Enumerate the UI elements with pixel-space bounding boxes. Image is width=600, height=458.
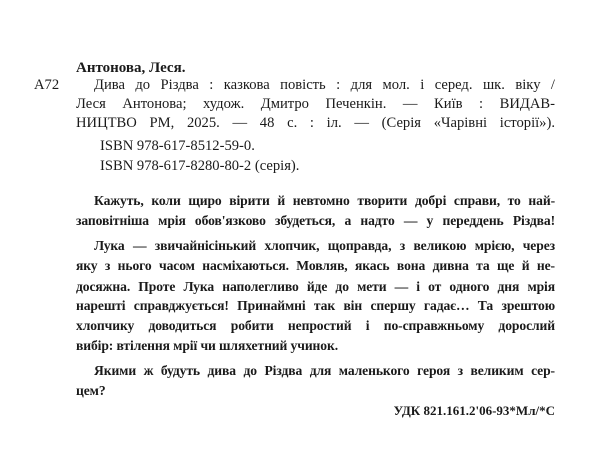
annotation-line: яку з нього часом насміхаються. Мовляв, якась вона дивна та ще й не- (76, 258, 555, 273)
annotation-line: досяжна. Проте Лука наполегливо йде до мети — і от одного дня мрія (76, 279, 555, 294)
description-line: Леся Антонова; худож. Дмитро Печенкін. — Київ : ВИДАВ- (76, 96, 555, 112)
udc-code: УДК 821.161.2'06-93*Мл/*С (393, 403, 555, 418)
isbn: ISBN 978-617-8512-59-0. (100, 138, 255, 154)
annotation-line: Лука — звичайнісінький хлопчик, щоправда, з великою мрією, через (94, 238, 555, 253)
description-line: НИЦТВО РМ, 2025. — 48 с. : іл. — (Серія «Чарівні історії»). (76, 115, 555, 131)
author-mark: А72 (34, 77, 60, 93)
annotation-line: нарешті справджується! Принаймні так він спершу гадає… Та зрештою (76, 298, 555, 313)
author-heading: Антонова, Леся. (76, 60, 186, 76)
annotation-line: вибір: втілення мрії чи шляхетний учинок. (76, 338, 339, 353)
isbn-series: ISBN 978-617-8280-80-2 (серія). (100, 158, 300, 174)
annotation-line: цем? (76, 383, 106, 398)
annotation-line: хлопчику доводиться робити непростий і по-справжньому дорослий (76, 318, 555, 333)
annotation-line: Якими ж будуть дива до Різдва для маленького героя з великим сер- (94, 363, 555, 378)
annotation-line: заповітніша мрія обов'язково збудеться, а надто — у переддень Різдва! (76, 213, 555, 228)
description-line: Дива до Різдва : казкова повість : для мол. і серед. шк. віку / (94, 77, 555, 93)
annotation-line: Кажуть, коли щиро вірити й невтомно творити добрі справи, то най- (94, 193, 555, 208)
